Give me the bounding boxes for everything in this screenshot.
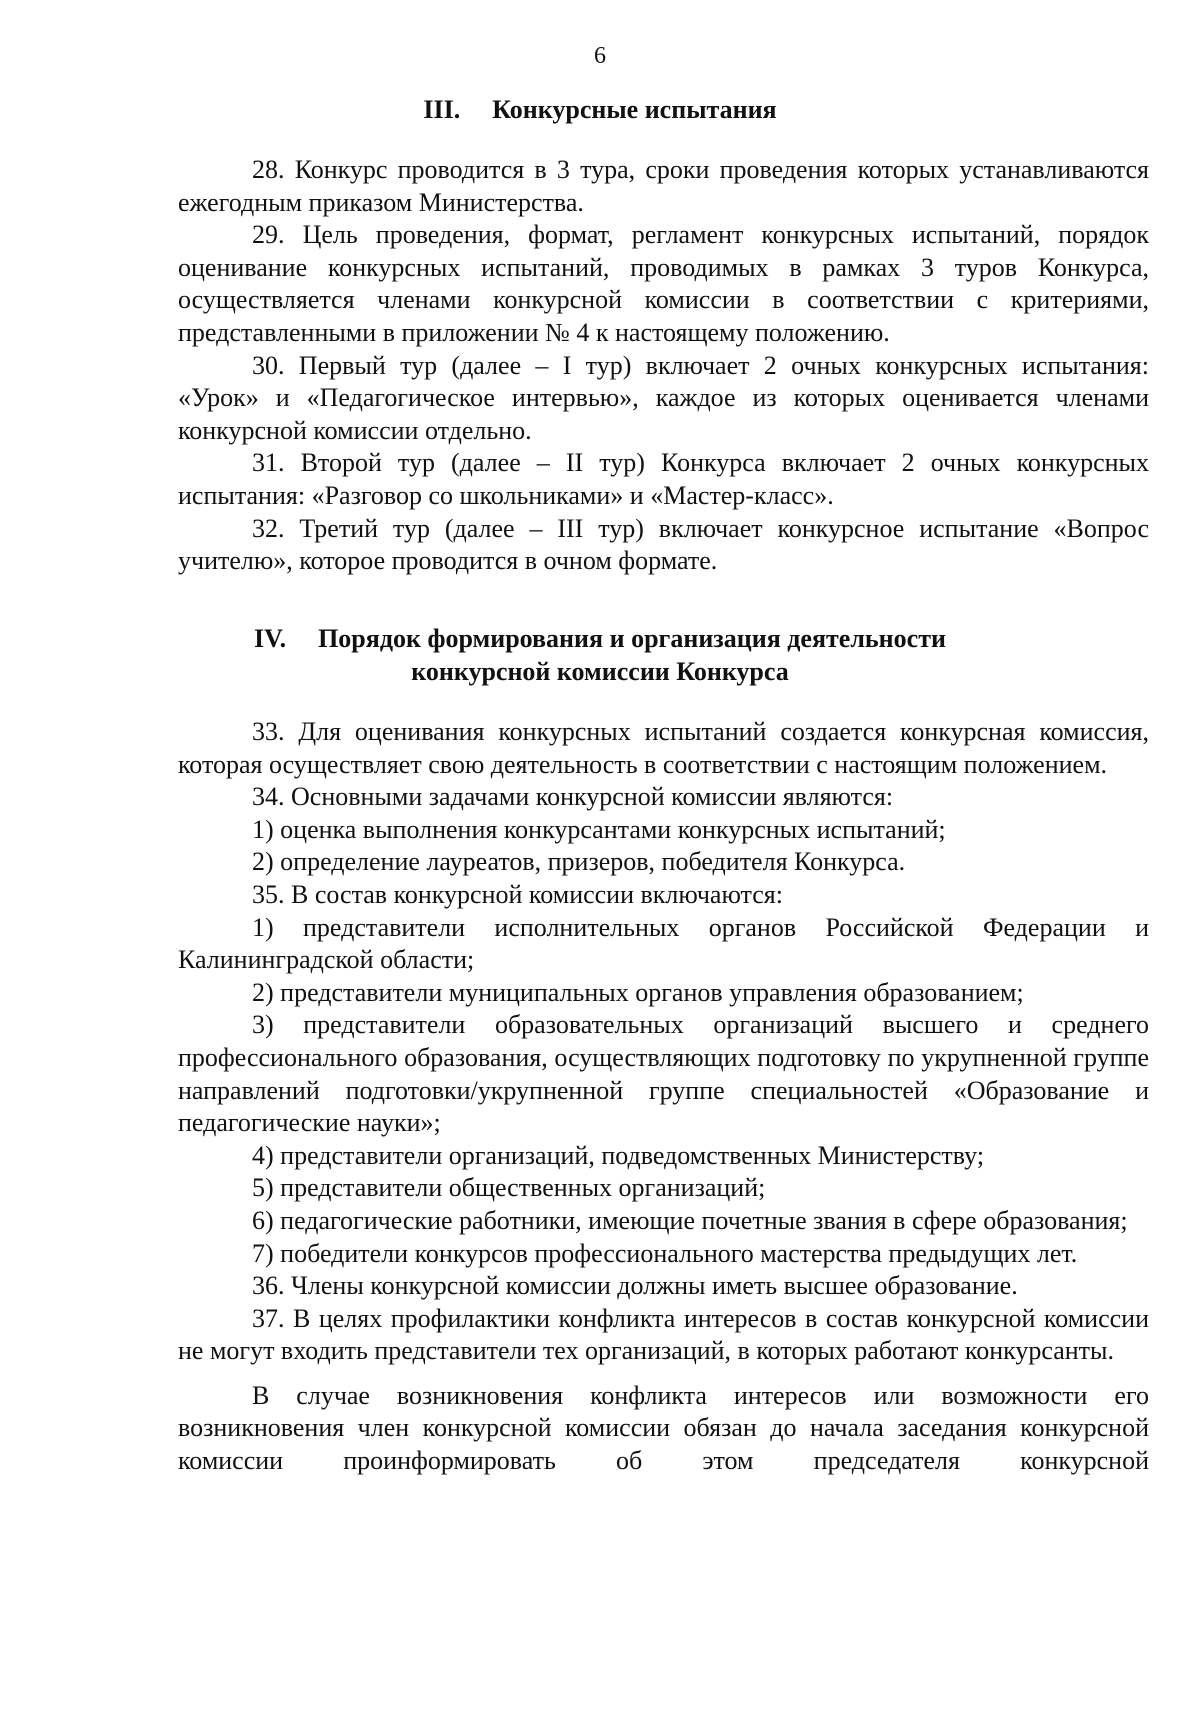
page-number: 6 — [594, 43, 606, 69]
paragraph-conflict: В случае возникновения конфликта интересов или возможности его возникновения член конкурсной комиссии обязан до начала заседания конкурсной комиссии проинформировать об этом председателя конкурсной — [178, 1380, 1149, 1476]
paragraph-34: 34. Основными задачами конкурсной комиссии являются: — [252, 782, 894, 812]
paragraph-29: 29. Цель проведения, формат, регламент конкурсных испытаний, порядок оценивание конкурсных испытаний, проводимых в рамках 3 туров Конкурса, осуществляется членами конкурсной комиссии в соответствии с критериями, представленными в приложении № 4 к настоящему положению. — [178, 220, 1149, 347]
list-item-35-1: 1) представители исполнительных органов Российской Федерации и Калининградской области; — [178, 912, 1149, 975]
list-item-34-1: 1) оценка выполнения конкурсантами конкурсных испытаний; — [252, 814, 946, 844]
paragraph-28: 28. Конкурс проводится в 3 тура, сроки проведения которых устанавливаются ежегодным приказом Министерства. — [178, 155, 1149, 217]
section-numeral: IV. — [254, 624, 287, 653]
list-item-35-2: 2) представители муниципальных органов управления образованием; — [252, 977, 1024, 1007]
paragraph-32: 32. Третий тур (далее – III тур) включает конкурсное испытание «Вопрос учителю», которое проводится в очном формате. — [178, 513, 1149, 576]
paragraph-37: 37. В целях профилактики конфликта интересов в состав конкурсной комиссии не могут входить представители тех организаций, в которых работают конкурсанты. — [178, 1303, 1149, 1366]
section-heading-4 — [0, 622, 1200, 688]
paragraph-31: 31. Второй тур (далее – II тур) Конкурса включает 2 очных конкурсных испытания: «Разговор со школьниками» и «Мастер-класс». — [178, 448, 1149, 510]
list-item-35-7: 7) победители конкурсов профессионального мастерства предыдущих лет. — [252, 1238, 1078, 1268]
paragraph-33: 33. Для оценивания конкурсных испытаний создается конкурсная комиссия, которая осуществляет свою деятельность в соответствии с настоящим положением. — [178, 717, 1149, 779]
section-title-line-2: конкурсной комиссии Конкурса — [411, 657, 789, 686]
paragraph-36: 36. Члены конкурсной комиссии должны иметь высшее образование. — [252, 1271, 1018, 1301]
list-item-35-6: 6) педагогические работники, имеющие почетные звания в сфере образования; — [252, 1205, 1128, 1235]
section-title: Порядок формирования и организация деятельности — [318, 624, 946, 653]
section-title-line-1 — [0, 622, 1200, 655]
section-3-body — [178, 154, 1149, 578]
list-item-34-2: 2) определение лауреатов, призеров, победителя Конкурса. — [252, 847, 906, 877]
paragraph-35: 35. В состав конкурсной комиссии включаются: — [252, 879, 783, 909]
paragraph-30: 30. Первый тур (далее – I тур) включает 2 очных конкурсных испытания: «Урок» и «Педагогическое интервью», каждое из которых оценивается членами конкурсной комиссии отдельно. — [178, 350, 1149, 445]
section-heading-3 — [0, 93, 1200, 126]
list-item-35-3: 3) представители образовательных организаций высшего и среднего профессионального образования, осуществляющих подготовку по укрупненной группе направлений подготовки/укрупненной группе специальностей «Образование и педагогические науки»; — [178, 1010, 1149, 1138]
section-numeral: III. — [423, 95, 461, 124]
list-item-35-4: 4) представители организаций, подведомственных Министерству; — [252, 1140, 985, 1170]
list-item-35-5: 5) представители общественных организаций; — [252, 1173, 766, 1203]
section-4-body — [178, 716, 1149, 1478]
section-title: Конкурсные испытания — [492, 95, 777, 124]
